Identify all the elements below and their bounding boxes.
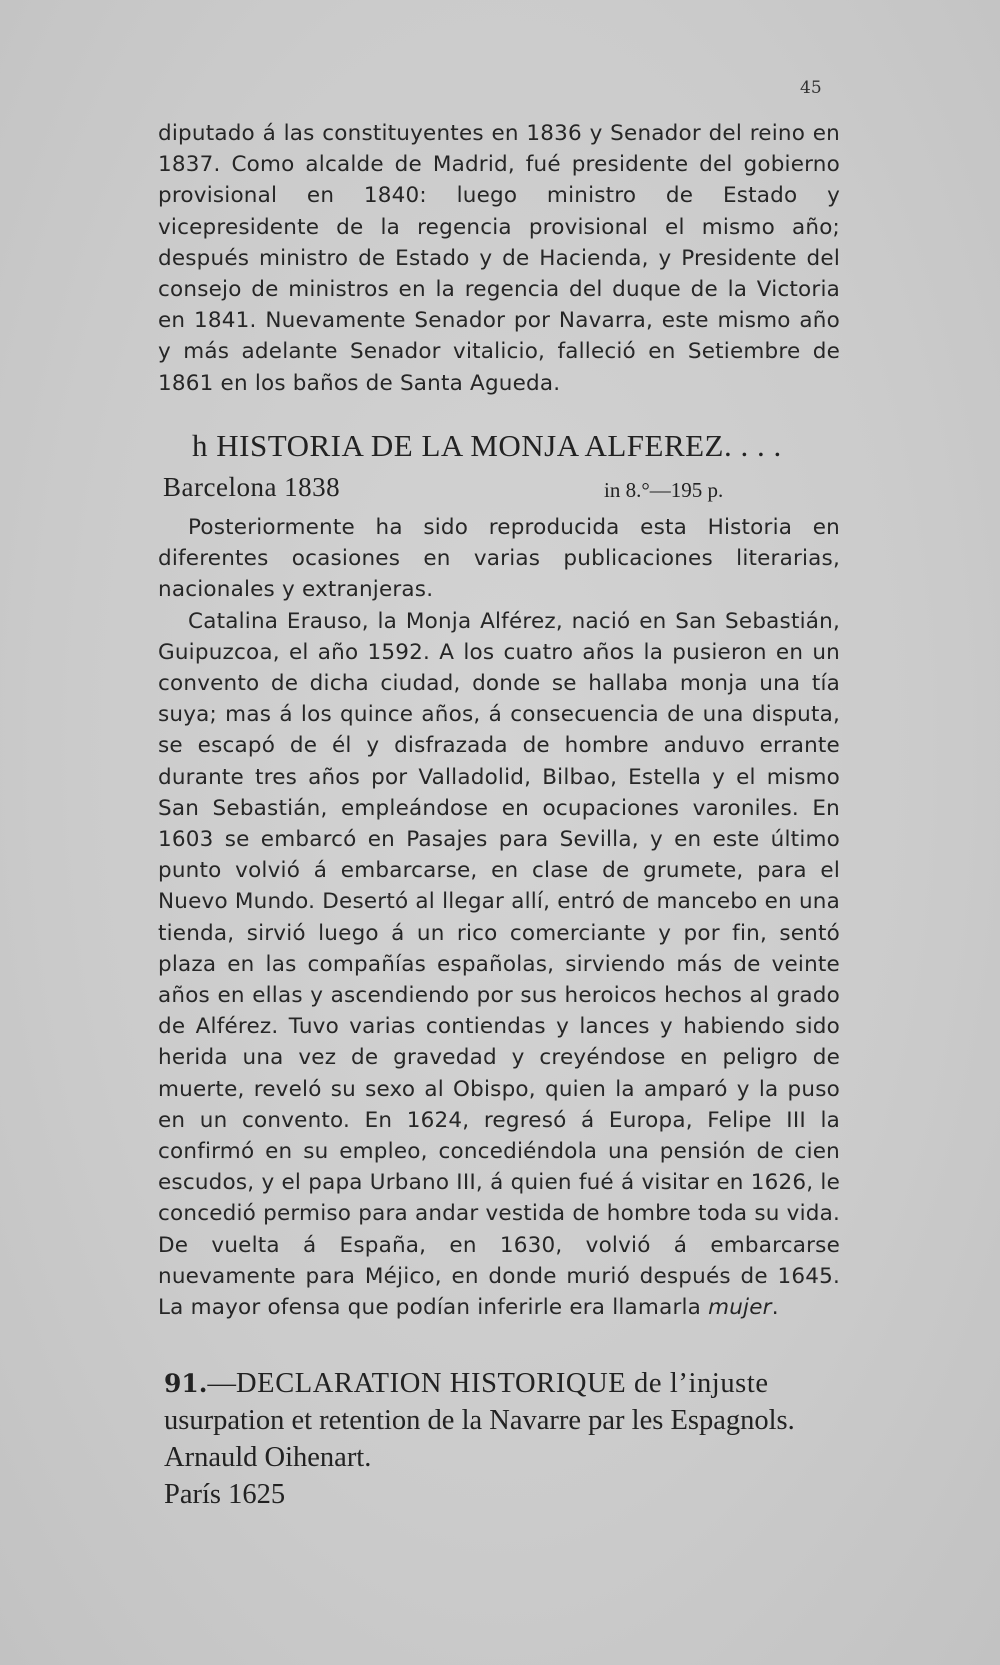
entry-91-number: 91. — [164, 1369, 208, 1398]
entry-h-title: h HISTORIA DE LA MONJA ALFEREZ. . . . — [192, 428, 782, 463]
intro-paragraph: diputado á las constituyentes en 1836 y Senador del reino en 1837. Como alcalde de Madrid, fué presidente del gobierno provisional en 1840: luego ministro de Estado y vicepresidente de la regencia provisional el mismo año; después ministro de Estado y de Hacienda, y Presidente del consejo de ministros en la regencia del duque de la Victoria en 1841. Nuevamente Senador por Navarra, este mismo año y más adelante Senador vitalicio, falleció en Setiembre de 1861 en los baños de Santa Agueda. — [158, 121, 840, 396]
emphasis-word: mujer — [708, 1295, 772, 1321]
entry-91-line-1 — [164, 1365, 854, 1402]
intro-section — [158, 118, 840, 399]
entry-91-title-line-1: DECLARATION HISTORIQUE de l’injuste — [236, 1368, 769, 1399]
entry-h-format: in 8.°—195 p. — [604, 478, 724, 502]
entry-91-title-line-2: usurpation et retention de la Navarre par les Espagnols. — [164, 1405, 795, 1436]
entry-h-paragraph-1: Posteriormente ha sido reproducida esta Historia en diferentes ocasiones en varias publicaciones literarias, nacionales y extranjeras. — [158, 515, 840, 603]
entry-h-paragraph-2-text: Catalina Erauso, la Monja Alférez, nació en San Sebastián, Guipuzcoa, el año 1592. A los cuatro años la pusieron en un convento de dicha ciudad, donde se hallaba monja una tía suya; mas á los quince años, á consecuencia de una disputa, se escapó de él y disfrazada de hombre anduvo errante durante tres años por Valladolid, Bilbao, Estella y el mismo San Sebastián, empleándose en ocupaciones varoniles. En 1603 se embarcó en Pasajes para Sevilla, y en este último punto volvió á embarcarse, en clase de grumete, para el Nuevo Mundo. Desertó al llegar allí, entró de mancebo en una tienda, sirvió luego á un rico comerciante y por fin, sentó plaza en las compañías españolas, sirviendo más de veinte años en ellas y ascendiendo por sus heroicos hechos al grado de Alférez. Tuvo varias contiendas y lances y habiendo sido herida una vez de gravedad y creyéndose en peligro de muerte, reveló su sexo al Obispo, quien la amparó y la puso en un convento. En 1624, regresó á Europa, Felipe III la confirmó en su empleo, concediéndola una pensión de cien escudos, y el papa Urbano III, á quien fué á visitar en 1626, le concedió permiso para andar vestida de hombre toda su vida. De vuelta á España, en 1630, volvió á embarcarse nuevamente para Méjico, en donde murió después de 1645. La mayor ofensa que podían inferirle era llamarla — [158, 608, 840, 1321]
entry-h-city-year: Barcelona 1838 — [163, 472, 341, 502]
entry-h-body — [158, 512, 840, 1323]
page-number: 45 — [800, 78, 822, 98]
entry-91-dash: — — [207, 1368, 236, 1399]
entry-91-city-year: París 1625 — [164, 1479, 286, 1510]
entry-h-paragraph-2 — [158, 606, 840, 1324]
paragraph-end-punct: . — [771, 1295, 779, 1321]
entry-91 — [164, 1365, 854, 1513]
entry-91-author: Arnauld Oihenart. — [164, 1442, 372, 1473]
